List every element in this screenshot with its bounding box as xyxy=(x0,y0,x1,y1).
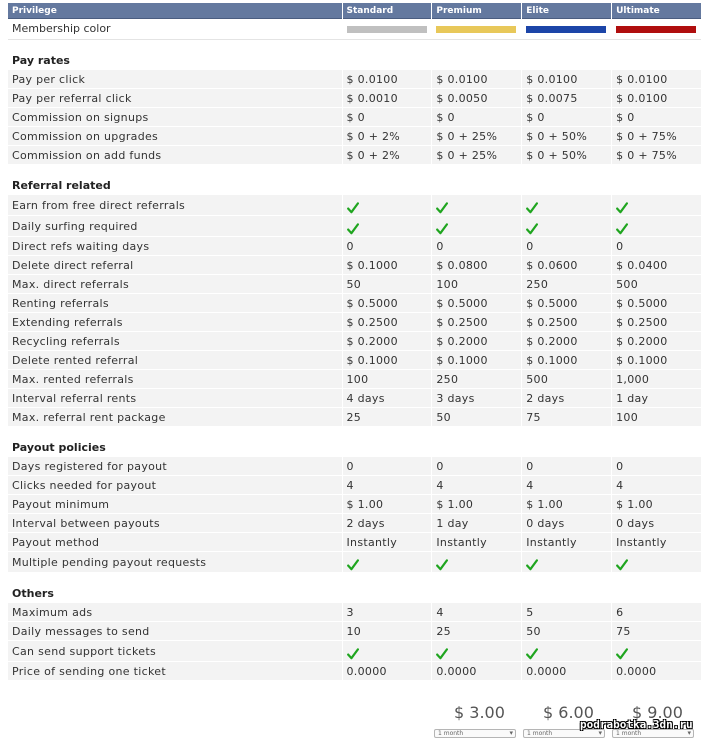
cell-ultimate: 0 days xyxy=(612,514,701,533)
section-header xyxy=(8,40,701,70)
header-plan-ultimate: Ultimate xyxy=(612,3,701,19)
table-row xyxy=(8,256,701,275)
section-header xyxy=(8,573,701,603)
cell-elite: 250 xyxy=(522,275,611,294)
cell-elite: $ 0.5000 xyxy=(522,294,611,313)
table-row xyxy=(8,146,701,165)
row-label: Recycling referrals xyxy=(8,332,342,351)
cell-ultimate: $ 0.2000 xyxy=(612,332,701,351)
header-plan-standard: Standard xyxy=(343,3,432,19)
row-label: Direct refs waiting days xyxy=(8,237,342,256)
checkmark-icon xyxy=(616,221,628,233)
cell-elite: 50 xyxy=(522,622,611,641)
cell-premium: $ 0 + 25% xyxy=(432,127,521,146)
section-title: Others xyxy=(12,587,54,600)
table-row xyxy=(8,370,701,389)
duration-select-elite[interactable]: 1 month ▾ xyxy=(523,729,605,738)
section-title: Referral related xyxy=(12,179,111,192)
cell-standard: 3 xyxy=(343,603,432,622)
row-label: Payout minimum xyxy=(8,495,342,514)
checkmark-icon xyxy=(347,200,359,212)
cell-elite: $ 0.2500 xyxy=(522,313,611,332)
cell-elite: $ 0 xyxy=(522,108,611,127)
cell-ultimate xyxy=(612,216,701,237)
checkmark-icon xyxy=(436,200,448,212)
cell-premium xyxy=(432,641,521,662)
cell-elite: $ 1.00 xyxy=(522,495,611,514)
table-row xyxy=(8,313,701,332)
chevron-down-icon: ▾ xyxy=(598,729,602,737)
cell-premium: 4 xyxy=(432,476,521,495)
header-plan-elite: Elite xyxy=(522,3,611,19)
table-row xyxy=(8,294,701,313)
table-row xyxy=(8,108,701,127)
table-row xyxy=(8,552,701,573)
checkmark-icon xyxy=(436,557,448,569)
cell-ultimate: $ 0.2500 xyxy=(612,313,701,332)
membership-comparison-table xyxy=(8,3,701,681)
checkmark-icon xyxy=(526,557,538,569)
cell-standard: $ 0 + 2% xyxy=(343,127,432,146)
cell-premium: $ 0.2500 xyxy=(432,313,521,332)
cell-premium: $ 0.1000 xyxy=(432,351,521,370)
cell-premium: $ 0.0050 xyxy=(432,89,521,108)
cell-ultimate: 75 xyxy=(612,622,701,641)
cell-premium: 0.0000 xyxy=(432,662,521,681)
cell-premium xyxy=(432,195,521,216)
cell-ultimate: 0.0000 xyxy=(612,662,701,681)
cell-standard: 0.0000 xyxy=(343,662,432,681)
cell-premium: 3 days xyxy=(432,389,521,408)
cell-premium: 4 xyxy=(432,603,521,622)
checkmark-icon xyxy=(436,221,448,233)
cell-elite xyxy=(522,195,611,216)
table-row xyxy=(8,495,701,514)
cell-elite: 500 xyxy=(522,370,611,389)
table-header xyxy=(8,3,701,19)
row-label: Multiple pending payout requests xyxy=(8,552,342,573)
cell-ultimate: 1 day xyxy=(612,389,701,408)
row-label: Delete rented referral xyxy=(8,351,342,370)
cell-premium xyxy=(432,552,521,573)
row-label: Delete direct referral xyxy=(8,256,342,275)
section-title: Pay rates xyxy=(12,54,70,67)
cell-premium: $ 0.2000 xyxy=(432,332,521,351)
cell-elite: $ 0.0600 xyxy=(522,256,611,275)
color-swatch-premium xyxy=(436,26,516,33)
row-label: Max. referral rent package xyxy=(8,408,342,427)
cell-ultimate: 0 xyxy=(612,237,701,256)
cell-elite: $ 0 + 50% xyxy=(522,146,611,165)
row-label: Days registered for payout xyxy=(8,457,342,476)
checkmark-icon xyxy=(616,646,628,658)
row-label: Payout method xyxy=(8,533,342,552)
cell-standard xyxy=(343,216,432,237)
cell-premium: 1 day xyxy=(432,514,521,533)
checkmark-icon xyxy=(347,557,359,569)
membership-color-label: Membership color xyxy=(12,22,111,35)
chevron-down-icon: ▾ xyxy=(509,729,513,737)
cell-premium: 0 xyxy=(432,237,521,256)
cell-premium: 250 xyxy=(432,370,521,389)
checkmark-icon xyxy=(347,646,359,658)
cell-elite xyxy=(522,641,611,662)
cell-elite: 0.0000 xyxy=(522,662,611,681)
row-label: Extending referrals xyxy=(8,313,342,332)
row-label: Pay per click xyxy=(8,70,342,89)
table-row xyxy=(8,89,701,108)
cell-premium: $ 0.0800 xyxy=(432,256,521,275)
row-label: Daily surfing required xyxy=(8,216,342,237)
cell-elite: 5 xyxy=(522,603,611,622)
section-header xyxy=(8,165,701,195)
cell-standard: 2 days xyxy=(343,514,432,533)
row-label: Commission on add funds xyxy=(8,146,342,165)
cell-standard: $ 0.2000 xyxy=(343,332,432,351)
table-row xyxy=(8,408,701,427)
row-label: Max. rented referrals xyxy=(8,370,342,389)
cell-standard: 50 xyxy=(343,275,432,294)
cell-elite xyxy=(522,216,611,237)
cell-standard: $ 0.0010 xyxy=(343,89,432,108)
table-row xyxy=(8,514,701,533)
cell-ultimate: $ 0.0100 xyxy=(612,89,701,108)
checkmark-icon xyxy=(526,221,538,233)
table-row xyxy=(8,603,701,622)
row-label: Can send support tickets xyxy=(8,641,342,662)
table-row xyxy=(8,332,701,351)
cell-premium: $ 0.0100 xyxy=(432,70,521,89)
row-label: Earn from free direct referrals xyxy=(8,195,342,216)
cell-elite: 0 xyxy=(522,237,611,256)
checkmark-icon xyxy=(616,200,628,212)
section-title: Payout policies xyxy=(12,441,106,454)
cell-ultimate: 4 xyxy=(612,476,701,495)
table-sections xyxy=(8,40,701,681)
table-row xyxy=(8,476,701,495)
table-row xyxy=(8,622,701,641)
checkmark-icon xyxy=(436,646,448,658)
cell-standard: 100 xyxy=(343,370,432,389)
cell-ultimate: $ 0.5000 xyxy=(612,294,701,313)
cell-ultimate: $ 0 + 75% xyxy=(612,127,701,146)
table-row xyxy=(8,641,701,662)
cell-ultimate: 1,000 xyxy=(612,370,701,389)
row-label: Commission on upgrades xyxy=(8,127,342,146)
cell-ultimate: 0 xyxy=(612,457,701,476)
cell-elite: 0 days xyxy=(522,514,611,533)
row-label: Commission on signups xyxy=(8,108,342,127)
price-premium: $ 3.00 xyxy=(454,703,505,722)
cell-ultimate: 6 xyxy=(612,603,701,622)
cell-standard: 4 days xyxy=(343,389,432,408)
cell-ultimate xyxy=(612,552,701,573)
cell-premium: Instantly xyxy=(432,533,521,552)
section-header xyxy=(8,427,701,457)
cell-ultimate: $ 0 + 75% xyxy=(612,146,701,165)
table-row xyxy=(8,351,701,370)
row-label: Clicks needed for payout xyxy=(8,476,342,495)
cell-standard xyxy=(343,195,432,216)
cell-standard: 0 xyxy=(343,457,432,476)
table-row xyxy=(8,216,701,237)
cell-standard: $ 0 xyxy=(343,108,432,127)
duration-select-premium[interactable]: 1 month ▾ xyxy=(434,729,516,738)
checkmark-icon xyxy=(526,646,538,658)
cell-standard: $ 0.5000 xyxy=(343,294,432,313)
cell-premium: $ 0.5000 xyxy=(432,294,521,313)
cell-ultimate: $ 0.0400 xyxy=(612,256,701,275)
cell-standard xyxy=(343,552,432,573)
chevron-down-icon: ▾ xyxy=(687,729,691,737)
cell-ultimate: $ 0.1000 xyxy=(612,351,701,370)
cell-standard: 25 xyxy=(343,408,432,427)
cell-standard: $ 0.1000 xyxy=(343,256,432,275)
row-label: Pay per referral click xyxy=(8,89,342,108)
cell-standard: 10 xyxy=(343,622,432,641)
cell-standard: Instantly xyxy=(343,533,432,552)
cell-elite: $ 0 + 50% xyxy=(522,127,611,146)
table-row xyxy=(8,70,701,89)
cell-ultimate: 100 xyxy=(612,408,701,427)
cell-premium xyxy=(432,216,521,237)
cell-premium: 25 xyxy=(432,622,521,641)
price-elite: $ 6.00 xyxy=(543,703,594,722)
cell-standard: $ 0.0100 xyxy=(343,70,432,89)
row-label: Max. direct referrals xyxy=(8,275,342,294)
checkmark-icon xyxy=(526,200,538,212)
cell-ultimate: 500 xyxy=(612,275,701,294)
cell-elite: 75 xyxy=(522,408,611,427)
header-privilege: Privilege xyxy=(8,3,342,19)
cell-standard: $ 0.2500 xyxy=(343,313,432,332)
cell-elite: Instantly xyxy=(522,533,611,552)
cell-ultimate: $ 0.0100 xyxy=(612,70,701,89)
cell-standard: $ 0.1000 xyxy=(343,351,432,370)
table-row xyxy=(8,662,701,681)
table-row xyxy=(8,237,701,256)
row-label: Interval referral rents xyxy=(8,389,342,408)
cell-elite xyxy=(522,552,611,573)
cell-elite: $ 0.2000 xyxy=(522,332,611,351)
header-plan-premium: Premium xyxy=(432,3,521,19)
table-row xyxy=(8,533,701,552)
cell-premium: 0 xyxy=(432,457,521,476)
row-label: Daily messages to send xyxy=(8,622,342,641)
color-swatch-standard xyxy=(347,26,427,33)
checkmark-icon xyxy=(616,557,628,569)
cell-premium: 50 xyxy=(432,408,521,427)
cell-premium: 100 xyxy=(432,275,521,294)
cell-elite: $ 0.0100 xyxy=(522,70,611,89)
table-row xyxy=(8,127,701,146)
cell-premium: $ 0 + 25% xyxy=(432,146,521,165)
watermark: podrabotka.3dn.ru xyxy=(580,718,693,731)
row-label: Maximum ads xyxy=(8,603,342,622)
duration-select-ultimate[interactable]: 1 month ▾ xyxy=(612,729,694,738)
color-swatch-elite xyxy=(526,26,606,33)
membership-color-row xyxy=(8,19,701,40)
color-swatch-ultimate xyxy=(616,26,696,33)
row-label: Renting referrals xyxy=(8,294,342,313)
cell-ultimate: $ 1.00 xyxy=(612,495,701,514)
cell-elite: 4 xyxy=(522,476,611,495)
cell-ultimate: $ 0 xyxy=(612,108,701,127)
cell-ultimate xyxy=(612,195,701,216)
cell-standard: 4 xyxy=(343,476,432,495)
table-row xyxy=(8,275,701,294)
cell-ultimate: Instantly xyxy=(612,533,701,552)
cell-elite: $ 0.1000 xyxy=(522,351,611,370)
cell-standard: $ 0 + 2% xyxy=(343,146,432,165)
cell-elite: 2 days xyxy=(522,389,611,408)
cell-standard: $ 1.00 xyxy=(343,495,432,514)
row-label: Interval between payouts xyxy=(8,514,342,533)
price-ultimate: $ 9.00 xyxy=(632,703,683,722)
cell-elite: $ 0.0075 xyxy=(522,89,611,108)
row-label: Price of sending one ticket xyxy=(8,662,342,681)
cell-premium: $ 1.00 xyxy=(432,495,521,514)
table-row xyxy=(8,389,701,408)
table-row xyxy=(8,457,701,476)
table-row xyxy=(8,195,701,216)
cell-standard xyxy=(343,641,432,662)
cell-elite: 0 xyxy=(522,457,611,476)
checkmark-icon xyxy=(347,221,359,233)
cell-ultimate xyxy=(612,641,701,662)
cell-premium: $ 0 xyxy=(432,108,521,127)
cell-standard: 0 xyxy=(343,237,432,256)
